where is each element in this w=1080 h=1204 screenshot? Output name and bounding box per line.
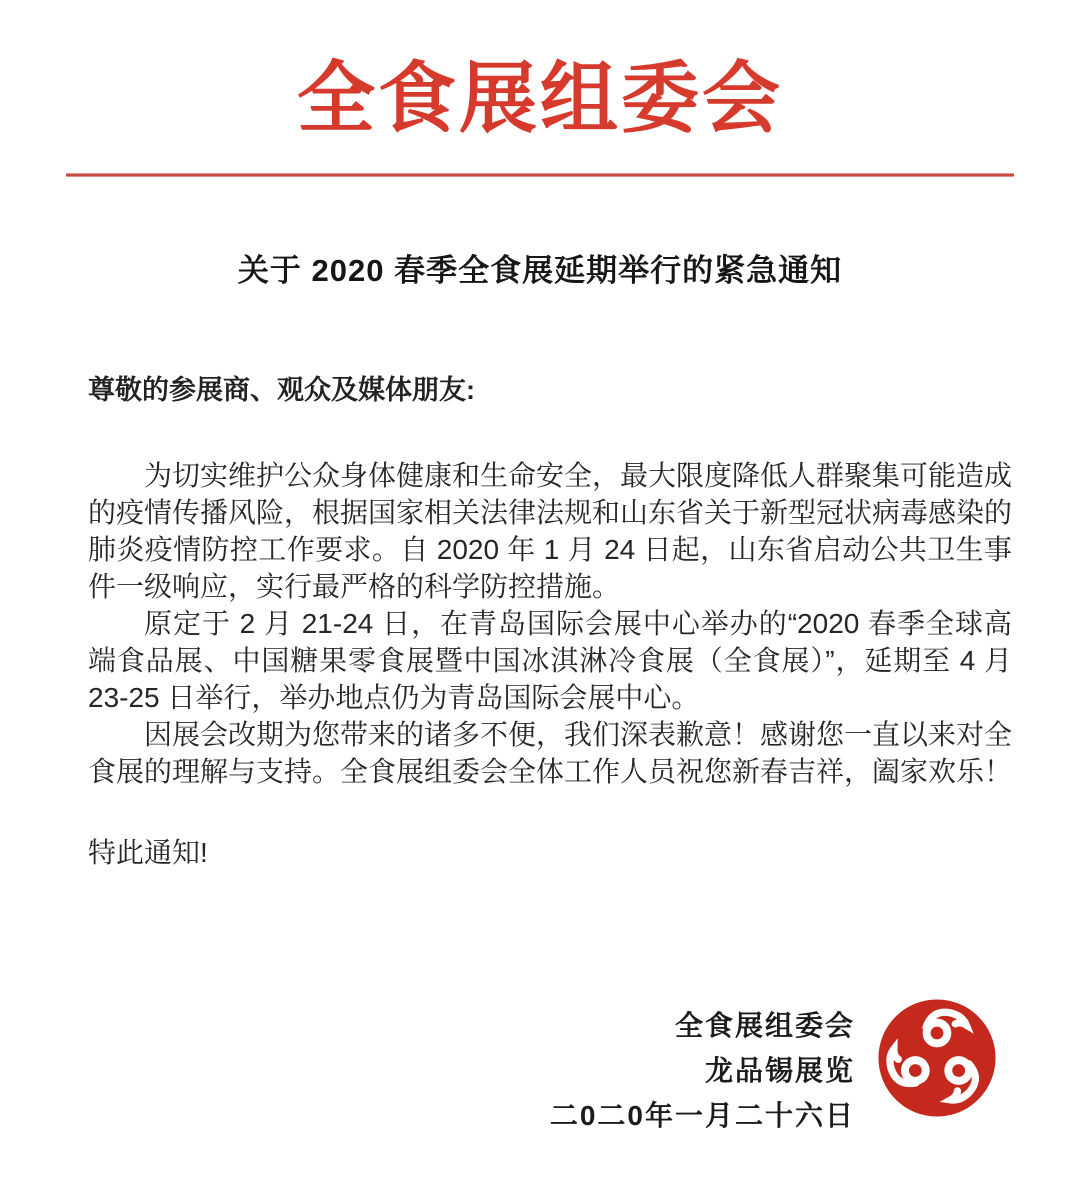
notice-title: 关于 2020 春季全食展延期举行的紧急通知: [237, 253, 843, 288]
closing-statement: 特此通知!: [88, 837, 208, 868]
salutation: 尊敬的参展商、观众及媒体朋友:: [88, 375, 475, 405]
letter-body: [88, 457, 1012, 790]
letterhead-title: 全食展组委会: [296, 54, 783, 142]
dragon-swirl-logo-icon: [876, 997, 998, 1119]
signature-block: [0, 985, 1080, 1145]
paragraph-3: 因展会改期为您带来的诸多不便，我们深表歉意！感谢您一直以来对全食展的理解与支持。全食展组委会全体工作人员祝您新春吉祥，阖家欢乐！: [88, 719, 1013, 787]
signature-lines: [550, 1003, 855, 1138]
paragraph-2: 原定于 2 月 21-24 日，在青岛国际会展中心举办的“2020 春季全球高端食品展、中国糖果零食展暨中国冰淇淋冷食展（全食展）”，延期至 4 月 23-25 日举行，举办地点仍为青岛国际会展中心。: [88, 608, 1012, 713]
signature-org: 全食展组委会: [674, 1010, 855, 1041]
letterhead-divider: [66, 173, 1014, 177]
paragraph-1: 为切实维护公众身体健康和生命安全，最大限度降低人群聚集可能造成的疫情传播风险，根据国家相关法律法规和山东省关于新型冠状病毒感染的肺炎疫情防控工作要求。自 2020 年 1 月 24 日起，山东省启动公共卫生事件一级响应，实行最严格的科学防控措施。: [88, 460, 1013, 602]
signature-date: 二0二0年一月二十六日: [549, 1100, 855, 1131]
signature-company: 龙品锡展览: [704, 1055, 855, 1086]
